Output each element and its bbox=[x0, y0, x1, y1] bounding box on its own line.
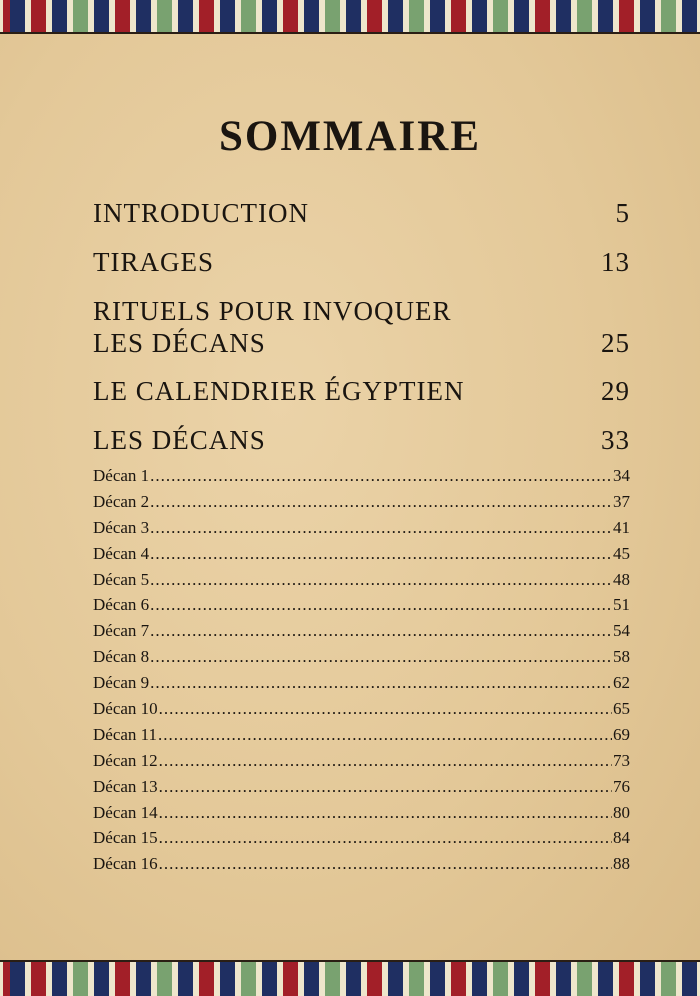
dot-leader bbox=[159, 748, 612, 774]
toc-entry-rituels[interactable] bbox=[93, 295, 630, 359]
toc-entry-label: LES DÉCANS bbox=[93, 425, 266, 455]
dot-leader bbox=[150, 670, 612, 696]
toc-entry-les-decans[interactable] bbox=[93, 424, 630, 456]
decan-label: Décan 8 bbox=[93, 647, 150, 667]
decan-entry[interactable] bbox=[93, 644, 630, 670]
decorative-stripe-border-bottom bbox=[0, 960, 700, 996]
dot-leader bbox=[159, 774, 612, 800]
decan-label: Décan 10 bbox=[93, 699, 158, 719]
dot-leader bbox=[150, 644, 612, 670]
dot-leader bbox=[159, 851, 612, 877]
toc-entry-tirages[interactable] bbox=[93, 246, 630, 278]
decan-entry[interactable] bbox=[93, 592, 630, 618]
decan-page: 62 bbox=[613, 673, 630, 693]
decan-entry[interactable] bbox=[93, 567, 630, 593]
decan-label: Décan 6 bbox=[93, 595, 150, 615]
decan-label: Décan 15 bbox=[93, 828, 158, 848]
toc-entry-introduction[interactable] bbox=[93, 197, 630, 229]
dot-leader bbox=[159, 696, 612, 722]
decan-page: 65 bbox=[613, 699, 630, 719]
decan-label: Décan 9 bbox=[93, 673, 150, 693]
page-title: SOMMAIRE bbox=[218, 113, 482, 160]
toc-entry-calendrier[interactable] bbox=[93, 375, 630, 407]
decan-label: Décan 12 bbox=[93, 750, 158, 770]
decan-label: Décan 16 bbox=[93, 854, 158, 874]
decan-entry[interactable] bbox=[93, 670, 630, 696]
decan-label: Décan 3 bbox=[93, 517, 150, 537]
dot-leader bbox=[159, 825, 612, 851]
dot-leader bbox=[158, 722, 612, 748]
dot-leader bbox=[150, 592, 612, 618]
toc-entry-label: TIRAGES bbox=[93, 247, 214, 277]
decan-list bbox=[93, 463, 630, 877]
decan-label: Décan 11 bbox=[93, 724, 158, 744]
decan-page: 58 bbox=[613, 647, 630, 667]
decan-page: 84 bbox=[613, 828, 630, 848]
toc-entry-label: LE CALENDRIER ÉGYPTIEN bbox=[93, 376, 465, 406]
dot-leader bbox=[159, 800, 612, 826]
decan-entry[interactable] bbox=[93, 748, 630, 774]
toc-entry-label-line1: RITUELS POUR INVOQUER bbox=[93, 296, 452, 326]
decan-entry[interactable] bbox=[93, 800, 630, 826]
decan-label: Décan 14 bbox=[93, 802, 158, 822]
decan-page: 54 bbox=[613, 621, 630, 641]
decan-entry[interactable] bbox=[93, 541, 630, 567]
toc-entry-page: 25 bbox=[601, 328, 630, 358]
toc-entry-page: 13 bbox=[601, 247, 630, 277]
decan-entry[interactable] bbox=[93, 825, 630, 851]
toc-entry-label: INTRODUCTION bbox=[93, 198, 309, 228]
decan-label: Décan 13 bbox=[93, 776, 158, 796]
dot-leader bbox=[150, 567, 612, 593]
decan-entry[interactable] bbox=[93, 774, 630, 800]
dot-leader bbox=[150, 515, 612, 541]
decan-label: Décan 7 bbox=[93, 621, 150, 641]
toc-entry-page: 5 bbox=[615, 198, 630, 228]
dot-leader bbox=[150, 618, 612, 644]
decan-page: 76 bbox=[613, 776, 630, 796]
decan-page: 34 bbox=[613, 466, 630, 485]
decan-page: 51 bbox=[613, 595, 630, 615]
dot-leader bbox=[150, 489, 612, 515]
dot-leader bbox=[150, 463, 612, 489]
toc-entry-label: LES DÉCANS bbox=[93, 328, 266, 358]
decan-page: 41 bbox=[613, 517, 630, 537]
toc-entry-page: 33 bbox=[601, 425, 630, 455]
decan-page: 73 bbox=[613, 750, 630, 770]
decan-entry[interactable] bbox=[93, 618, 630, 644]
decan-label: Décan 1 bbox=[93, 466, 150, 485]
decan-entry[interactable] bbox=[93, 515, 630, 541]
decan-label: Décan 5 bbox=[93, 569, 150, 589]
decorative-stripe-border-top bbox=[0, 0, 700, 34]
decan-entry[interactable] bbox=[93, 696, 630, 722]
decan-entry[interactable] bbox=[93, 489, 630, 515]
decan-label: Décan 4 bbox=[93, 543, 150, 563]
decan-page: 45 bbox=[613, 543, 630, 563]
decan-entry[interactable] bbox=[93, 722, 630, 748]
decan-entry[interactable] bbox=[93, 851, 630, 877]
decan-page: 69 bbox=[613, 724, 630, 744]
decan-page: 37 bbox=[613, 491, 630, 511]
decan-label: Décan 2 bbox=[93, 491, 150, 511]
decan-page: 80 bbox=[613, 802, 630, 822]
decan-entry[interactable] bbox=[93, 463, 630, 489]
toc-entry-page: 29 bbox=[601, 376, 630, 406]
decan-page: 88 bbox=[613, 854, 630, 874]
decan-page: 48 bbox=[613, 569, 630, 589]
dot-leader bbox=[150, 541, 612, 567]
